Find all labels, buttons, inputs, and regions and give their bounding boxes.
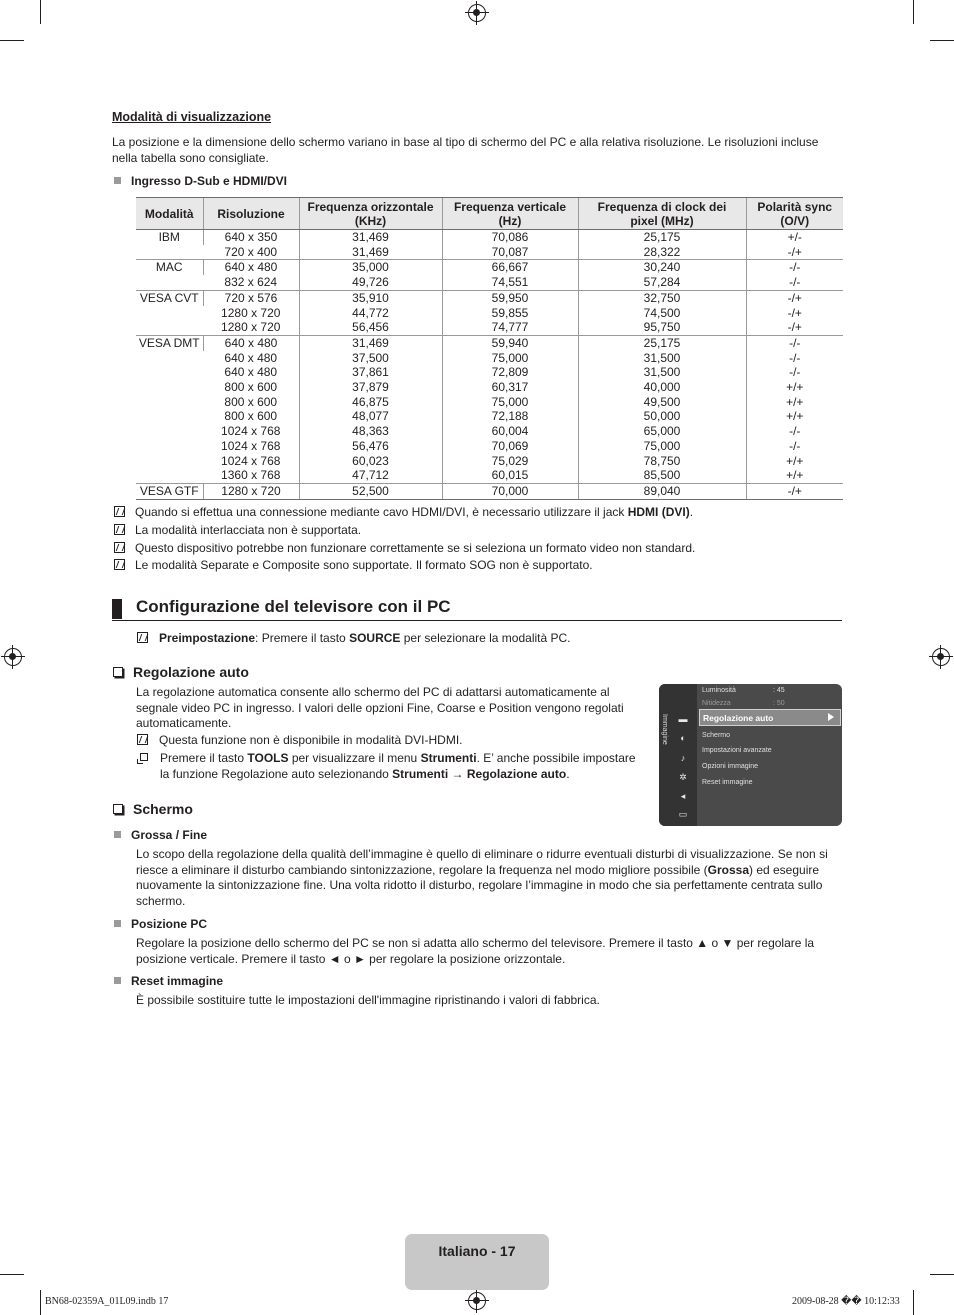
square-bullet-icon xyxy=(114,920,121,927)
posizione-pc-paragraph: Regolare la posizione dello schermo del PC se non si adatta allo schermo del televisore. Premere il tasto ▲ o ▼ per regolare la posizione verticale. Premere il tasto ◄ o ► per regolare la posizione orizzontale. xyxy=(136,936,815,966)
table-cell: 47,712 xyxy=(299,468,442,483)
table-cell: 49,726 xyxy=(299,275,442,290)
table-cell: 75,000 xyxy=(442,351,578,366)
table-cell: 720 x 576 xyxy=(203,290,299,305)
note-nonstandard xyxy=(114,541,695,556)
table-row xyxy=(136,320,843,335)
table-cell: 640 x 480 xyxy=(203,260,299,275)
bullet-item xyxy=(114,917,207,931)
input-icon: ◂ xyxy=(680,791,686,801)
auto-heading xyxy=(113,664,249,680)
checkbox-icon xyxy=(113,667,123,677)
table-cell: +/+ xyxy=(746,409,843,424)
table-cell: 50,000 xyxy=(578,409,746,424)
intro-paragraph: La posizione e la dimensione dello schermo variano in base al tipo di schermo del PC e alla relativa risoluzione. Le risoluzioni incluse nella tabella sono consigliate. xyxy=(112,135,819,165)
schermo-heading xyxy=(113,801,193,817)
reset-paragraph: È possibile sostituire tutte le impostazioni dell'immagine ripristinando i valori di fabbrica. xyxy=(136,993,600,1007)
table-cell: -/+ xyxy=(746,320,843,335)
table-cell: -/+ xyxy=(746,483,843,499)
table-cell: 72,809 xyxy=(442,365,578,380)
crop-mark xyxy=(0,40,24,41)
bullet-label: Reset immagine xyxy=(131,974,224,988)
preset-label: Preimpostazione xyxy=(159,631,256,645)
table-cell: +/+ xyxy=(746,454,843,469)
picture-icon: ▬ xyxy=(678,714,688,724)
section-heading: Modalità di visualizzazione xyxy=(112,110,272,124)
osd-item: Schermo xyxy=(702,732,731,739)
bullet-label: Grossa / Fine xyxy=(131,828,208,842)
note-separate-composite xyxy=(114,558,593,573)
table-cell: 70,069 xyxy=(442,439,578,454)
display-modes-table xyxy=(136,197,843,500)
text: Premere il tasto xyxy=(160,751,248,765)
crop-mark xyxy=(913,0,914,24)
text-bold: Regolazione auto xyxy=(466,766,567,781)
table-header-row xyxy=(136,198,843,230)
table-cell: -/+ xyxy=(746,306,843,321)
registration-mark-icon xyxy=(4,648,22,666)
table-cell: 31,500 xyxy=(578,351,746,366)
table-cell: 37,879 xyxy=(299,380,442,395)
table-cell: 56,456 xyxy=(299,320,442,335)
table-cell: -/- xyxy=(746,275,843,290)
table-row xyxy=(136,483,843,499)
table-row xyxy=(136,409,843,424)
table-cell: 720 x 400 xyxy=(203,245,299,260)
osd-item: Impostazioni avanzate xyxy=(702,747,772,754)
grossa-fine-paragraph xyxy=(136,847,846,909)
table-cell: +/+ xyxy=(746,380,843,395)
note-icon xyxy=(114,559,125,570)
auto-note-text: Questa funzione non è disponibile in modalità DVI-HDMI. xyxy=(159,733,463,747)
table-cell: 75,029 xyxy=(442,454,578,469)
crop-mark xyxy=(913,1290,914,1315)
note-text: Questo dispositivo potrebbe non funzionare correttamente se si seleziona un formato video non standard. xyxy=(135,541,696,555)
table-cell: 640 x 480 xyxy=(224,365,278,380)
table-cell: 59,855 xyxy=(442,306,578,321)
table-row xyxy=(136,335,843,350)
page-number-tab xyxy=(405,1234,549,1290)
table-cell: 37,861 xyxy=(299,365,442,380)
preset-note xyxy=(137,631,571,646)
osd-value-luminosita: : 45 xyxy=(773,687,785,694)
table-cell: 78,750 xyxy=(578,454,746,469)
osd-selected-label: Regolazione auto xyxy=(703,713,774,723)
column-header: Frequenza di clock dei pixel (MHz) xyxy=(578,198,746,230)
table-body xyxy=(136,230,843,500)
table-cell: 800 x 600 xyxy=(224,409,278,424)
table-row xyxy=(136,260,843,275)
table-cell: 70,087 xyxy=(442,245,578,260)
table-cell: 49,500 xyxy=(578,395,746,410)
table-cell: 75,000 xyxy=(442,395,578,410)
mode-cell: VESA CVT xyxy=(136,290,203,335)
schermo-heading-text: Schermo xyxy=(133,801,193,817)
table-cell: 65,000 xyxy=(578,424,746,439)
table-cell: 40,000 xyxy=(578,380,746,395)
registration-mark-icon xyxy=(932,648,950,666)
table-row xyxy=(136,454,843,469)
note-text: . xyxy=(689,505,694,519)
preset-text: : Premere il tasto xyxy=(255,631,350,645)
table-row xyxy=(136,275,843,290)
table-cell: +/+ xyxy=(746,395,843,410)
application-icon: ▭ xyxy=(678,809,688,819)
table-row xyxy=(136,365,843,380)
table-cell: 89,040 xyxy=(578,483,746,499)
table-cell: +/- xyxy=(746,230,843,245)
table-cell: 31,469 xyxy=(299,230,442,245)
table-cell: 800 x 600 xyxy=(224,380,278,395)
table-cell: 25,175 xyxy=(578,230,746,245)
table-row xyxy=(136,230,843,245)
table-cell: 74,500 xyxy=(578,306,746,321)
crop-mark xyxy=(930,40,954,41)
table-cell: 37,500 xyxy=(299,351,442,366)
table-cell: -/- xyxy=(746,439,843,454)
note-icon xyxy=(114,542,125,553)
square-bullet-icon xyxy=(114,831,121,838)
table-cell: 640 x 480 xyxy=(224,350,278,365)
table-cell: 74,777 xyxy=(442,320,578,335)
table-cell: 60,317 xyxy=(442,380,578,395)
table-cell: 75,000 xyxy=(578,439,746,454)
text: Lo scopo della regolazione della qualità dell’immagine è quello di eliminare o ridurre eventuali disturbi di visualizzazione. Se non si riesce a eliminare il disturbo cambiando sintonizzazione, regolare la frequenza nel modo migliore possibile ( xyxy=(136,847,828,877)
column-header: Risoluzione xyxy=(203,198,299,230)
osd-menu-screenshot xyxy=(659,684,842,826)
table-row xyxy=(136,424,843,439)
table-cell: 57,284 xyxy=(578,275,746,290)
date-info: 2009-08-28 �� 10:12:33 xyxy=(792,1296,900,1307)
table-cell: 59,940 xyxy=(442,335,578,350)
section-rule xyxy=(112,620,842,621)
mode-cell: VESA DMT xyxy=(136,335,203,483)
table-cell: +/+ xyxy=(746,468,843,483)
table-cell: 32,750 xyxy=(578,290,746,305)
section-title: Configurazione del televisore con il PC xyxy=(136,597,451,616)
auto-paragraph: La regolazione automatica consente allo schermo del PC di adattarsi automaticamente al segnale video PC in ingresso. I valori delle opzioni Fine, Coarse e Position vengono regolati automaticamente. xyxy=(136,685,624,730)
table-cell: 30,240 xyxy=(578,260,746,275)
table-cell: 46,875 xyxy=(299,395,442,410)
table-cell: 31,500 xyxy=(578,365,746,380)
table-row xyxy=(136,439,843,454)
table-cell: 95,750 xyxy=(578,320,746,335)
table-cell: 1024 x 768 xyxy=(221,438,281,453)
table-cell: 1280 x 720 xyxy=(203,320,299,335)
checkbox-icon xyxy=(113,804,123,814)
note-icon xyxy=(114,524,125,535)
auto-note xyxy=(137,733,463,748)
table-cell: 640 x 350 xyxy=(203,230,299,245)
table-cell: 640 x 480 xyxy=(203,335,299,350)
square-bullet-icon xyxy=(114,977,121,984)
tools-note xyxy=(137,751,647,782)
auto-heading-text: Regolazione auto xyxy=(133,664,249,680)
mode-cell: MAC xyxy=(136,260,203,290)
table-cell: -/+ xyxy=(746,290,843,305)
table-row xyxy=(136,245,843,260)
table-cell: 48,363 xyxy=(299,424,442,439)
table-cell: 31,469 xyxy=(299,245,442,260)
table-cell: 44,772 xyxy=(299,306,442,321)
table-cell: 60,015 xyxy=(442,468,578,483)
bullet-label: Ingresso D-Sub e HDMI/DVI xyxy=(131,174,288,188)
section-bar-icon xyxy=(112,599,122,619)
table-cell: 60,004 xyxy=(442,424,578,439)
table-cell: 72,188 xyxy=(442,409,578,424)
registration-mark-icon xyxy=(468,4,486,22)
crop-mark xyxy=(40,1290,41,1315)
tools-icon xyxy=(137,753,149,764)
osd-category-label: Immagine xyxy=(661,714,668,745)
crop-mark xyxy=(0,1274,24,1275)
text: . xyxy=(566,766,570,781)
page-number: Italiano - 17 xyxy=(438,1243,516,1259)
text: . E’ anche possibile impostare la funzione Regolazione auto selezionando xyxy=(160,751,636,781)
crop-mark xyxy=(930,1274,954,1275)
bullet-item xyxy=(114,828,207,842)
source-key: SOURCE xyxy=(349,631,401,645)
text: per visualizzare il menu xyxy=(288,751,421,765)
sound-icon: ◐ xyxy=(680,733,686,743)
table-cell: 832 x 624 xyxy=(203,275,299,290)
column-header: Modalità xyxy=(136,198,203,230)
table-cell: 56,476 xyxy=(299,439,442,454)
table-cell: 74,551 xyxy=(442,275,578,290)
table-cell: -/- xyxy=(746,365,843,380)
osd-item-luminosita: Luminosità xyxy=(702,687,736,694)
mode-cell: IBM xyxy=(136,230,203,260)
note-icon xyxy=(137,632,148,643)
table-row xyxy=(136,290,843,305)
bullet-label: Posizione PC xyxy=(131,917,208,931)
osd-value-nitidezza: : 50 xyxy=(773,700,785,707)
osd-item: Reset immagine xyxy=(702,779,753,786)
table-cell: 85,500 xyxy=(578,468,746,483)
note-text: Le modalità Separate e Composite sono supportate. Il formato SOG non è supportato. xyxy=(135,558,593,572)
table-cell: -/+ xyxy=(746,245,843,260)
osd-item: Opzioni immagine xyxy=(702,763,759,770)
osd-item-nitidezza: Nitidezza xyxy=(702,700,731,707)
table-cell: 52,500 xyxy=(299,483,442,499)
table-cell: 31,469 xyxy=(299,335,442,350)
table-cell: -/- xyxy=(746,424,843,439)
table-cell: 35,910 xyxy=(299,290,442,305)
table-cell: 1280 x 720 xyxy=(203,483,299,499)
column-header: Frequenza verticale (Hz) xyxy=(442,198,578,230)
bullet-item xyxy=(114,174,287,188)
file-info: BN68-02359A_01L09.indb 17 xyxy=(45,1296,169,1307)
arrow-right-icon xyxy=(828,713,834,721)
text-bold: Strumenti xyxy=(392,766,449,781)
table-cell: 25,175 xyxy=(578,335,746,350)
column-header: Polarità sync (O/V) xyxy=(746,198,843,230)
text-bold: Grossa xyxy=(707,862,749,877)
text-bold: Strumenti xyxy=(420,751,477,765)
table-row xyxy=(136,468,843,483)
table-row xyxy=(136,395,843,410)
square-bullet-icon xyxy=(114,177,121,184)
osd-selected-item xyxy=(699,709,841,726)
note-icon xyxy=(114,506,125,517)
note-text: La modalità interlacciata non è supportata. xyxy=(135,523,362,537)
mode-cell: VESA GTF xyxy=(136,483,203,499)
modes-table xyxy=(136,197,843,500)
table-row xyxy=(136,380,843,395)
tools-note-text xyxy=(160,751,647,782)
note-interlaced xyxy=(114,523,361,538)
table-cell: -/- xyxy=(746,351,843,366)
text: ) ed eseguire nuovamente la sintonizzazione fine. Una volta ridotto il disturbo, regolare l’immagine in modo che sia perfettamente centrata sullo schermo. xyxy=(136,862,823,908)
note-text-bold: HDMI (DVI) xyxy=(627,505,690,519)
setup-icon: ✲ xyxy=(679,772,687,782)
crop-mark xyxy=(40,0,41,24)
table-cell: 28,322 xyxy=(578,245,746,260)
registration-mark-icon xyxy=(468,1292,486,1310)
note-icon xyxy=(137,734,148,745)
table-cell: -/- xyxy=(746,335,843,350)
text-bold: TOOLS xyxy=(247,751,289,765)
table-cell: 70,086 xyxy=(442,230,578,245)
table-cell: 66,667 xyxy=(442,260,578,275)
table-cell: 800 x 600 xyxy=(224,394,278,409)
table-row xyxy=(136,351,843,366)
bullet-item xyxy=(114,974,223,988)
table-cell: -/- xyxy=(746,260,843,275)
column-header: Frequenza orizzontale (KHz) xyxy=(299,198,442,230)
table-cell: 35,000 xyxy=(299,260,442,275)
table-cell: 48,077 xyxy=(299,409,442,424)
table-cell: 70,000 xyxy=(442,483,578,499)
table-cell: 59,950 xyxy=(442,290,578,305)
table-row xyxy=(136,306,843,321)
table-cell: 1024 x 768 xyxy=(221,453,281,468)
table-cell: 1280 x 720 xyxy=(221,305,281,320)
note-hdmi xyxy=(114,505,693,520)
note-text: Quando si effettua una connessione mediante cavo HDMI/DVI, è necessario utilizzare il jack xyxy=(135,505,628,519)
channel-icon: ♪ xyxy=(680,753,686,763)
table-cell: 60,023 xyxy=(299,454,442,469)
table-cell: 1024 x 768 xyxy=(221,424,281,439)
table-cell: 1360 x 768 xyxy=(203,468,299,483)
preset-text: per selezionare la modalità PC. xyxy=(400,631,571,645)
text-bold: → xyxy=(448,766,467,781)
